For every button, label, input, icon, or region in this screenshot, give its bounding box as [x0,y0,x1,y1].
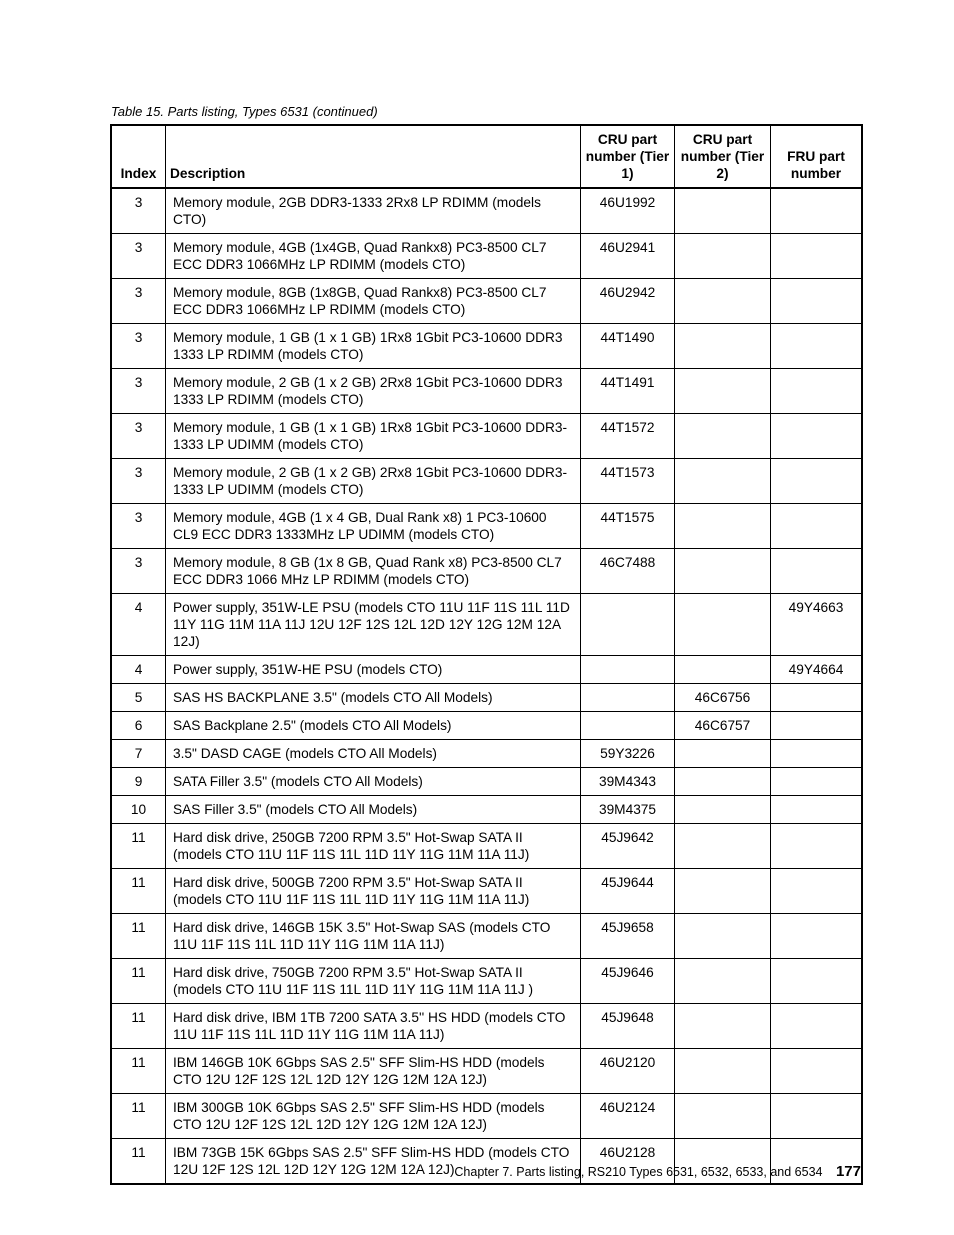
cell-cru-tier2 [675,740,771,768]
cell-cru-tier1: 44T1575 [581,504,675,549]
cell-description: IBM 300GB 10K 6Gbps SAS 2.5" SFF Slim-HS HDD (models CTO 12U 12F 12S 12L 12D 12Y 12G 12M 12A 12J) [166,1094,581,1139]
cell-description: Memory module, 8 GB (1x 8 GB, Quad Rank x8) PC3-8500 CL7 ECC DDR3 1066 MHz LP RDIMM (models CTO) [166,549,581,594]
table-row [111,324,862,369]
cell-fru [771,234,863,279]
cell-cru-tier1: 46U2128 [581,1139,675,1185]
cell-index: 7 [111,740,166,768]
cell-description: Hard disk drive, 750GB 7200 RPM 3.5" Hot-Swap SATA II (models CTO 11U 11F 11S 11L 11D 11Y 11G 11M 11A 11J ) [166,959,581,1004]
header-cru-tier1: CRU part number (Tier 1) [581,125,675,188]
cell-description: IBM 146GB 10K 6Gbps SAS 2.5" SFF Slim-HS HDD (models CTO 12U 12F 12S 12L 12D 12Y 12G 12M 12A 12J) [166,1049,581,1094]
cell-index: 11 [111,1049,166,1094]
cell-description: Power supply, 351W-LE PSU (models CTO 11U 11F 11S 11L 11D 11Y 11G 11M 11A 11J 12U 12F 12S 12L 12D 12Y 12G 12M 12A 12J) [166,594,581,656]
cell-cru-tier1: 45J9648 [581,1004,675,1049]
cell-description: SATA Filler 3.5" (models CTO All Models) [166,768,581,796]
cell-description: Memory module, 1 GB (1 x 1 GB) 1Rx8 1Gbit PC3-10600 DDR3 1333 LP RDIMM (models CTO) [166,324,581,369]
table-row [111,1049,862,1094]
cell-index: 11 [111,824,166,869]
cell-index: 4 [111,594,166,656]
cell-index: 3 [111,504,166,549]
cell-cru-tier2 [675,279,771,324]
cell-description: Power supply, 351W-HE PSU (models CTO) [166,656,581,684]
cell-cru-tier1: 45J9644 [581,869,675,914]
cell-description: SAS Filler 3.5" (models CTO All Models) [166,796,581,824]
cell-description: Memory module, 4GB (1x4GB, Quad Rankx8) PC3-8500 CL7 ECC DDR3 1066MHz LP RDIMM (models CTO) [166,234,581,279]
header-cru-tier2: CRU part number (Tier 2) [675,125,771,188]
table-row [111,549,862,594]
cell-index: 3 [111,459,166,504]
table-caption: Table 15. Parts listing, Types 6531 (continued) [111,104,378,119]
cell-fru [771,459,863,504]
cell-index: 5 [111,684,166,712]
cell-cru-tier1: 44T1490 [581,324,675,369]
table-row [111,188,862,234]
cell-cru-tier1: 44T1573 [581,459,675,504]
cell-fru [771,324,863,369]
cell-cru-tier2 [675,369,771,414]
table-row [111,414,862,459]
cell-fru [771,712,863,740]
table-row [111,712,862,740]
table-row [111,369,862,414]
cell-cru-tier1: 39M4375 [581,796,675,824]
cell-cru-tier1: 45J9646 [581,959,675,1004]
table-row [111,768,862,796]
header-description: Description [166,125,581,188]
cell-fru [771,1004,863,1049]
cell-cru-tier2: 46C6756 [675,684,771,712]
cell-cru-tier2 [675,824,771,869]
footer-chapter: Chapter 7. Parts listing, RS210 Types 6531, 6532, 6533, and 6534 [454,1165,823,1179]
cell-fru [771,796,863,824]
cell-cru-tier2 [675,188,771,234]
cell-description: Memory module, 2GB DDR3-1333 2Rx8 LP RDIMM (models CTO) [166,188,581,234]
cell-fru: 49Y4663 [771,594,863,656]
page-number: 177 [835,1163,861,1180]
cell-cru-tier2 [675,459,771,504]
cell-cru-tier2 [675,594,771,656]
cell-index: 3 [111,279,166,324]
cell-description: Hard disk drive, 500GB 7200 RPM 3.5" Hot-Swap SATA II (models CTO 11U 11F 11S 11L 11D 11Y 11G 11M 11A 11J) [166,869,581,914]
cell-cru-tier1: 59Y3226 [581,740,675,768]
cell-fru [771,279,863,324]
cell-cru-tier1: 46U1992 [581,188,675,234]
cell-cru-tier2: 46C6757 [675,712,771,740]
cell-description: Memory module, 4GB (1 x 4 GB, Dual Rank x8) 1 PC3-10600 CL9 ECC DDR3 1333MHz LP UDIMM (models CTO) [166,504,581,549]
cell-index: 11 [111,1094,166,1139]
table-row [111,796,862,824]
table-row [111,914,862,959]
cell-description: Memory module, 8GB (1x8GB, Quad Rankx8) PC3-8500 CL7 ECC DDR3 1066MHz LP RDIMM (models CTO) [166,279,581,324]
cell-cru-tier2 [675,504,771,549]
cell-description: SAS Backplane 2.5" (models CTO All Models) [166,712,581,740]
cell-description: Hard disk drive, 250GB 7200 RPM 3.5" Hot-Swap SATA II (models CTO 11U 11F 11S 11L 11D 11Y 11G 11M 11A 11J) [166,824,581,869]
cell-description: Hard disk drive, 146GB 15K 3.5" Hot-Swap SAS (models CTO 11U 11F 11S 11L 11D 11Y 11G 11M 11A 11J) [166,914,581,959]
table-row [111,684,862,712]
cell-cru-tier2 [675,959,771,1004]
cell-fru [771,684,863,712]
table-header-row [111,125,862,188]
cell-description: Hard disk drive, IBM 1TB 7200 SATA 3.5'' HS HDD (models CTO 11U 11F 11S 11L 11D 11Y 11G 11M 11A 11J) [166,1004,581,1049]
cell-fru [771,1094,863,1139]
table-row [111,959,862,1004]
cell-cru-tier2 [675,768,771,796]
cell-cru-tier1: 44T1491 [581,369,675,414]
cell-fru [771,959,863,1004]
table-row [111,1004,862,1049]
parts-table [110,124,863,1185]
table-row [111,279,862,324]
cell-index: 11 [111,914,166,959]
cell-index: 3 [111,414,166,459]
table-row [111,824,862,869]
cell-fru [771,188,863,234]
cell-fru [771,414,863,459]
cell-cru-tier2 [675,234,771,279]
table-row [111,459,862,504]
cell-cru-tier1: 45J9642 [581,824,675,869]
cell-cru-tier1: 46U2941 [581,234,675,279]
cell-index: 9 [111,768,166,796]
cell-cru-tier1 [581,594,675,656]
table-row [111,869,862,914]
table-row [111,740,862,768]
cell-index: 3 [111,549,166,594]
cell-index: 4 [111,656,166,684]
cell-fru [771,869,863,914]
cell-cru-tier2 [675,656,771,684]
cell-description: IBM 73GB 15K 6Gbps SAS 2.5" SFF Slim-HS HDD (models CTO 12U 12F 12S 12L 12D 12Y 12G 12M 12A 12J) [166,1139,581,1185]
table-body [111,188,862,1184]
cell-cru-tier2 [675,914,771,959]
cell-cru-tier1: 46U2942 [581,279,675,324]
cell-cru-tier1 [581,684,675,712]
cell-fru [771,914,863,959]
cell-fru [771,504,863,549]
cell-cru-tier1: 39M4343 [581,768,675,796]
cell-index: 3 [111,324,166,369]
cell-fru [771,768,863,796]
cell-cru-tier2 [675,1004,771,1049]
cell-cru-tier1 [581,712,675,740]
cell-fru [771,549,863,594]
page-footer [454,1163,861,1180]
cell-fru [771,369,863,414]
cell-fru [771,740,863,768]
cell-cru-tier2 [675,549,771,594]
cell-index: 11 [111,1004,166,1049]
table-row [111,234,862,279]
cell-index: 6 [111,712,166,740]
header-index: Index [111,125,166,188]
cell-cru-tier2 [675,1049,771,1094]
cell-fru: 49Y4664 [771,656,863,684]
cell-cru-tier1 [581,656,675,684]
cell-index: 10 [111,796,166,824]
header-fru: FRU part number [771,125,863,188]
table-row [111,504,862,549]
cell-fru [771,1049,863,1094]
cell-cru-tier2 [675,324,771,369]
cell-description: Memory module, 2 GB (1 x 2 GB) 2Rx8 1Gbit PC3-10600 DDR3 1333 LP RDIMM (models CTO) [166,369,581,414]
cell-index: 11 [111,1139,166,1185]
cell-description: Memory module, 2 GB (1 x 2 GB) 2Rx8 1Gbit PC3-10600 DDR3-1333 LP UDIMM (models CTO) [166,459,581,504]
cell-description: Memory module, 1 GB (1 x 1 GB) 1Rx8 1Gbit PC3-10600 DDR3-1333 LP UDIMM (models CTO) [166,414,581,459]
cell-cru-tier1: 46U2120 [581,1049,675,1094]
cell-cru-tier2 [675,1094,771,1139]
cell-description: 3.5" DASD CAGE (models CTO All Models) [166,740,581,768]
cell-index: 11 [111,869,166,914]
cell-cru-tier2 [675,414,771,459]
cell-cru-tier1: 45J9658 [581,914,675,959]
cell-index: 3 [111,369,166,414]
table-row [111,1094,862,1139]
table-row [111,594,862,656]
cell-fru [771,824,863,869]
table-row [111,656,862,684]
cell-description: SAS HS BACKPLANE 3.5" (models CTO All Models) [166,684,581,712]
cell-index: 3 [111,234,166,279]
cell-cru-tier2 [675,796,771,824]
cell-cru-tier1: 46C7488 [581,549,675,594]
cell-cru-tier1: 44T1572 [581,414,675,459]
cell-cru-tier1: 46U2124 [581,1094,675,1139]
cell-cru-tier2 [675,869,771,914]
cell-index: 3 [111,188,166,234]
cell-index: 11 [111,959,166,1004]
